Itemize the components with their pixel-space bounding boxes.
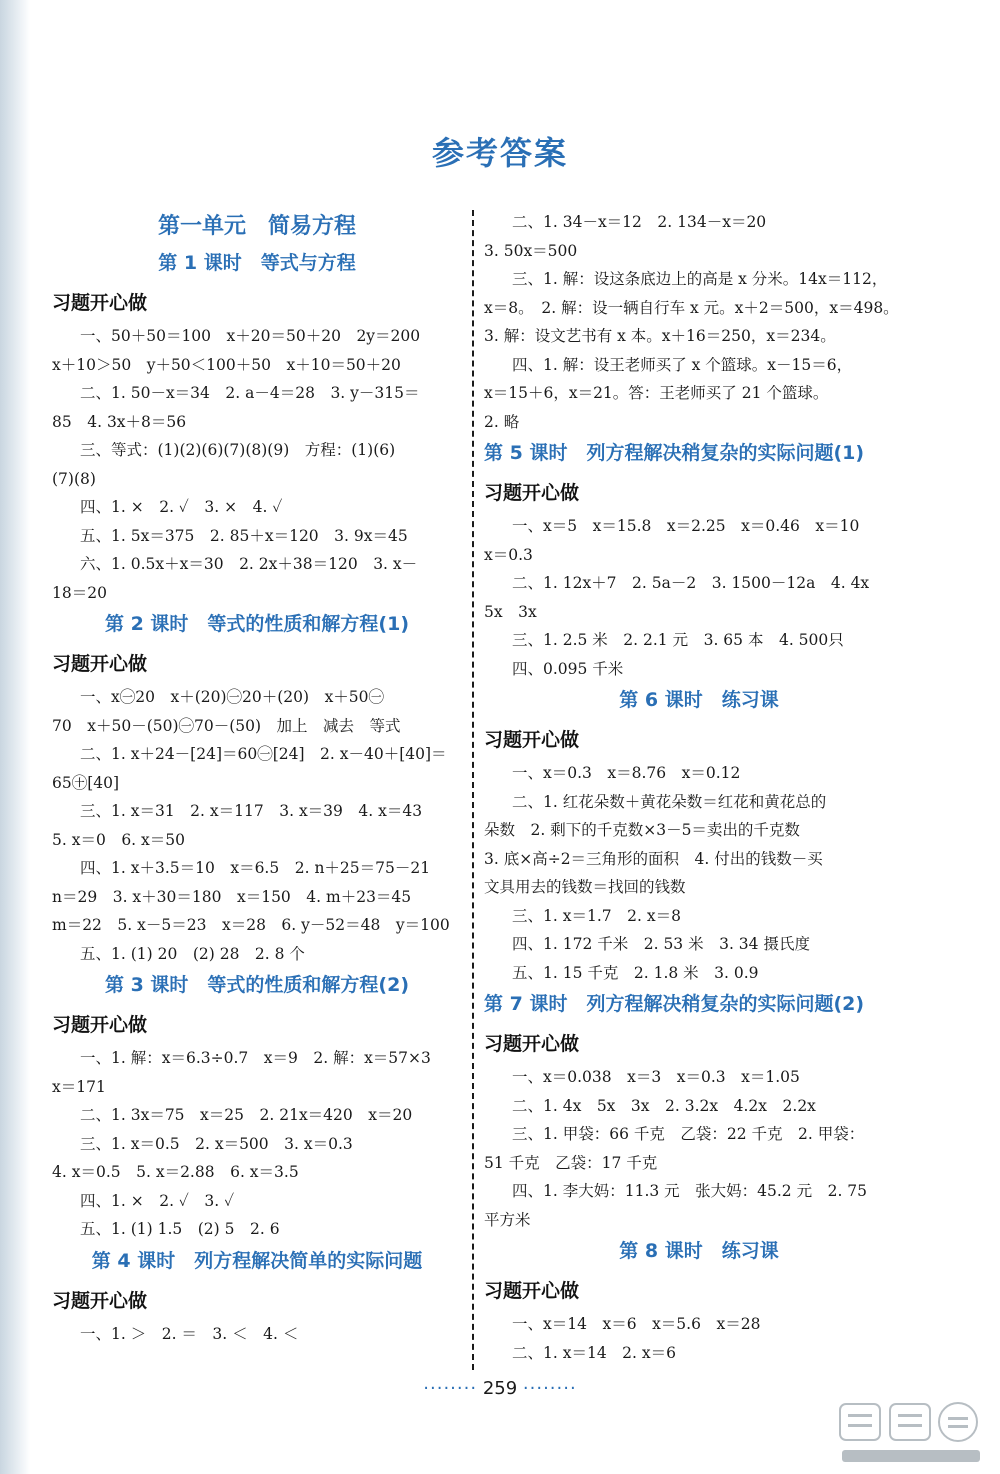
answer-line: 一、x＝14 x＝6 x＝5.6 x＝28 [512, 1315, 761, 1333]
answer-line: 一、x＝0.038 x＝3 x＝0.3 x＝1.05 [512, 1068, 800, 1086]
answer-line: 5. x＝0 6. x＝50 [52, 830, 185, 849]
answer-line: 三、1. x＝31 2. x＝117 3. x＝39 4. x＝43 [80, 802, 423, 820]
answer-line: 二、1. 34－x＝12 2. 134－x＝20 [512, 213, 767, 231]
answer-line: 18＝20 [52, 583, 107, 602]
answer-line: 三、1. 解：设这条底边上的高是 x 分米。14x＝112， [512, 270, 888, 288]
lesson-heading: 第 5 课时 列方程解决稍复杂的实际问题(1) [484, 442, 865, 464]
answer-line: 二、1. 红花朵数＋黄花朵数＝红花和黄花总的 [512, 792, 827, 811]
exercise-subheading: 习题开心做 [52, 1289, 148, 1312]
answer-line: 一、1. ＞ 2. ＝ 3. ＜ 4. ＜ [80, 1324, 299, 1343]
answer-line: 2. 略 [484, 412, 520, 431]
page-dots-left: ········ [423, 1378, 478, 1399]
page-number-value: 259 [482, 1378, 518, 1399]
answer-line: m＝22 5. x－5＝23 x＝28 6. y－52＝48 y＝100 [52, 916, 450, 934]
answer-line: 四、1. 李大妈：11.3 元 张大妈：45.2 元 2. 75 [512, 1182, 868, 1200]
answer-line: 四、1. × 2. ✓ 3. ✓ [80, 1191, 235, 1210]
lesson-heading: 第 8 课时 练习课 [619, 1240, 779, 1262]
answer-line: 65㊉[40] [52, 773, 120, 792]
answer-line: x＋10＞50 y＋50＜100＋50 x＋10＝50＋20 [52, 355, 401, 374]
answer-line: 一、x㊀20 x＋(20)㊀20＋(20) x＋50㊀ [80, 688, 385, 706]
answer-line: 六、1. 0.5x＋x＝30 2. 2x＋38＝120 3. x－ [80, 555, 418, 573]
exercise-subheading: 习题开心做 [484, 1280, 580, 1302]
unit-heading: 第一单元 简易方程 [157, 214, 356, 239]
answer-line: 五、1. (1) 1.5 (2) 5 2. 6 [80, 1220, 280, 1238]
page-binding-edge [0, 0, 30, 1474]
answer-line: 文具用去的钱数＝找回的钱数 [484, 878, 686, 896]
answer-line: 51 千克 乙袋：17 千克 [484, 1153, 658, 1172]
lesson-heading: 第 6 课时 练习课 [619, 689, 779, 711]
right-column [484, 208, 914, 1367]
exercise-subheading: 习题开心做 [484, 482, 580, 504]
answer-line: 二、1. 3x＝75 x＝25 2. 21x＝420 x＝20 [80, 1106, 413, 1124]
answer-line: 朵数 2. 剩下的千克数×3－5＝卖出的千克数 [484, 821, 800, 839]
exercise-subheading: 习题开心做 [52, 1014, 148, 1036]
answer-line: (7)(8) [52, 469, 96, 488]
page-number [0, 1378, 1000, 1399]
answer-line: 3. 解：设文艺书有 x 本。x＋16＝250，x＝234。 [484, 327, 836, 345]
answer-line: 四、1. × 2. ✓ 3. × 4. ✓ [80, 498, 283, 516]
answer-line: x＝15＋6，x＝21。答：王老师买了 21 个篮球。 [484, 384, 829, 402]
exercise-subheading: 习题开心做 [52, 292, 148, 314]
page-title: 参考答案 [431, 134, 568, 172]
lesson-heading: 第 4 课时 列方程解决简单的实际问题 [91, 1249, 423, 1272]
lesson-heading: 第 2 课时 等式的性质和解方程(1) [104, 613, 410, 635]
answer-line: 3. 50x＝500 [484, 241, 578, 260]
answer-line: 三、1. x＝0.5 2. x＝500 3. x＝0.3 [80, 1134, 353, 1153]
answer-line: 二、1. x＋24－[24]＝60㊀[24] 2. x－40＋[40]＝ [80, 745, 447, 763]
exercise-subheading: 习题开心做 [52, 653, 148, 675]
answer-line: 三、等式：(1)(2)(6)(7)(8)(9) 方程：(1)(6) [80, 441, 396, 459]
answer-line: x＝8。 2. 解：设一辆自行车 x 元。x＋2＝500，x＝498。 [484, 298, 899, 317]
watermark-logo [836, 1400, 986, 1468]
exercise-subheading: 习题开心做 [484, 729, 580, 751]
answer-line: 平方米 [484, 1210, 531, 1229]
exercise-subheading: 习题开心做 [484, 1033, 580, 1055]
answer-line: 5x 3x [484, 602, 537, 621]
answer-line: 四、0.095 千米 [512, 659, 624, 678]
answer-line: 一、x＝5 x＝15.8 x＝2.25 x＝0.46 x＝10 [512, 517, 860, 535]
answer-line: 一、50＋50＝100 x＋20＝50＋20 2y＝200 [80, 327, 421, 345]
left-column [52, 208, 462, 1348]
answer-line: 四、1. x＋3.5＝10 x＝6.5 2. n＋25＝75－21 [80, 859, 431, 877]
column-divider [472, 210, 474, 1370]
answer-line: 三、1. 甲袋：66 千克 乙袋：22 千克 2. 甲袋： [512, 1125, 865, 1143]
answer-line: 三、1. x＝1.7 2. x＝8 [512, 906, 681, 925]
page-dots-right: ········ [522, 1378, 577, 1399]
answer-line: 85 4. 3x＋8＝56 [52, 412, 187, 431]
answer-line: 四、1. 172 千米 2. 53 米 3. 34 摄氏度 [512, 935, 810, 953]
answer-line: 三、1. 2.5 米 2. 2.1 元 3. 65 本 4. 500只 [512, 631, 844, 649]
lesson-heading: 第 3 课时 等式的性质和解方程(2) [104, 974, 410, 996]
answer-line: 4. x＝0.5 5. x＝2.88 6. x＝3.5 [52, 1163, 299, 1181]
answer-line: 五、1. 15 千克 2. 1.8 米 3. 0.9 [512, 963, 759, 982]
answer-line: 70 x＋50－(50)㊀70－(50) 加上 减去 等式 [52, 716, 401, 735]
answer-line: 一、x＝0.3 x＝8.76 x＝0.12 [512, 764, 741, 782]
answer-line: 一、1. 解：x＝6.3÷0.7 x＝9 2. 解：x＝57×3 [80, 1049, 431, 1067]
answer-line: x＝171 [52, 1077, 106, 1096]
lesson-heading: 第 1 课时 等式与方程 [158, 252, 356, 274]
answer-line: 二、1. 12x＋7 2. 5a－2 3. 1500－12a 4. 4x [512, 574, 870, 592]
answer-line: 四、1. 解：设王老师买了 x 个篮球。x－15＝6， [512, 355, 853, 374]
answer-line: n＝29 3. x＋30＝180 x＝150 4. m＋23＝45 [52, 887, 412, 906]
answer-line: 二、1. 50－x＝34 2. a－4＝28 3. y－315＝ [80, 384, 420, 402]
answer-line: 五、1. (1) 20 (2) 28 2. 8 个 [80, 944, 305, 963]
answer-line: 五、1. 5x＝375 2. 85＋x＝120 3. 9x＝45 [80, 526, 408, 545]
answer-line: 二、1. 4x 5x 3x 2. 3.2x 4.2x 2.2x [512, 1096, 816, 1115]
answer-line: x＝0.3 [484, 545, 533, 564]
answer-line: 3. 底×高÷2＝三角形的面积 4. 付出的钱数－买 [484, 849, 823, 868]
lesson-heading: 第 7 课时 列方程解决稍复杂的实际问题(2) [484, 993, 865, 1015]
answer-line: 二、1. x＝14 2. x＝6 [512, 1343, 676, 1362]
